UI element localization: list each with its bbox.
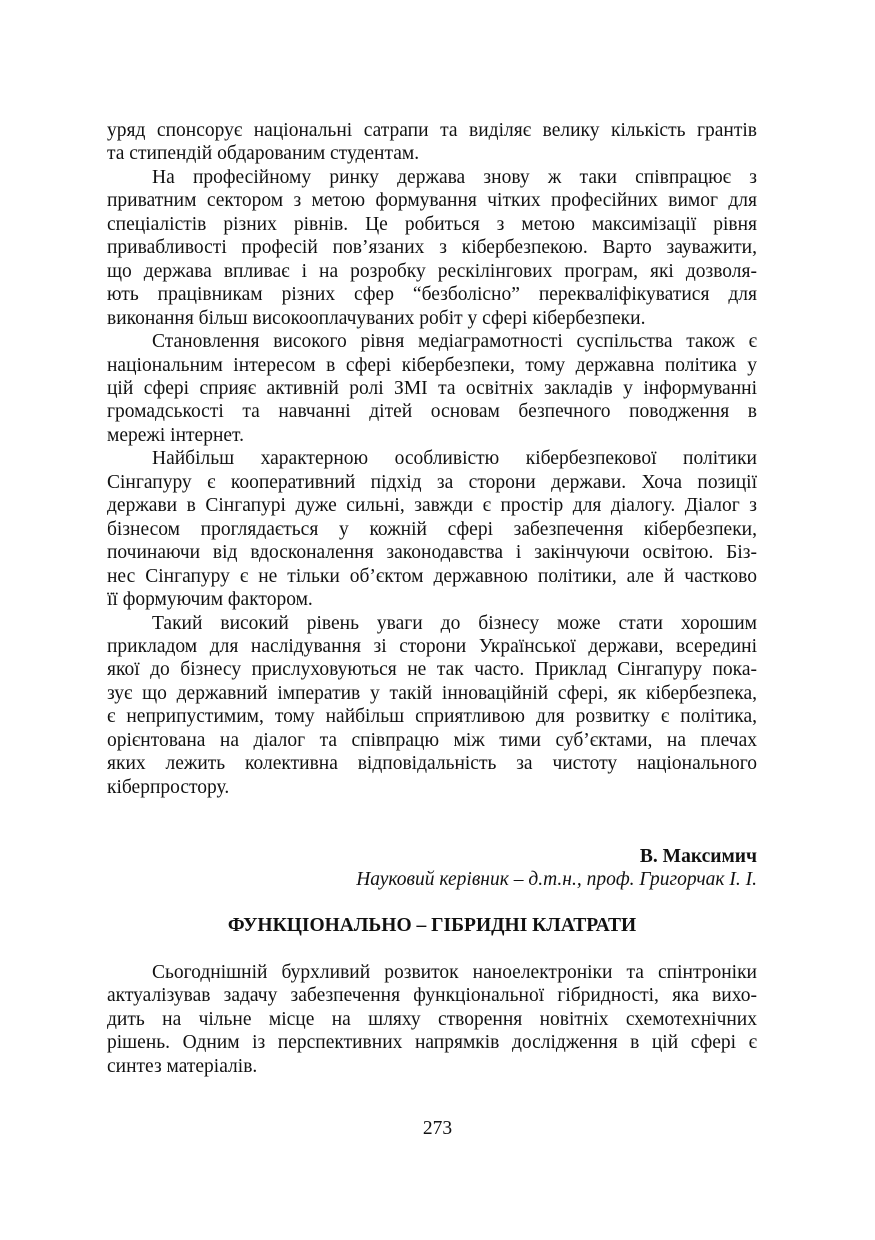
text-line: приватним сектором з метою формування чітких професійних вимог для: [107, 190, 757, 212]
text-line: рішень. Одним із перспективних напрямків дослідження в цій сфері є: [107, 1032, 757, 1054]
text-line: дить на чільне місце на шляху створення новітніх схемотехнічних: [107, 1008, 757, 1030]
text-line: спеціалістів різних рівнів. Це робиться з метою максимізації рівня: [107, 213, 757, 235]
text-line: національним інтересом в сфері кібербезпеки, тому державна політика у: [107, 354, 757, 376]
text-line: що держава впливає і на розробку рескілінгових програм, які дозволя-: [107, 260, 757, 282]
text-line: бізнесом проглядається у кожній сфері забезпечення кібербезпеки,: [107, 518, 757, 540]
author-name: В. Максимич: [639, 846, 757, 867]
paragraph: [107, 330, 757, 447]
text-line: На професійному ринку держава знову ж таки співпрацює з: [152, 166, 757, 188]
paragraph: [107, 119, 757, 166]
text-line: її формуючим фактором.: [107, 589, 313, 611]
text-line: уряд спонсорує національні сатрапи та виділяє велику кількість грантів: [107, 120, 757, 141]
text-line: громадськості та навчанні дітей основам безпечного поводження в: [107, 401, 757, 423]
text-line: Становлення високого рівня медіаграмотності суспільства також є: [152, 331, 757, 353]
text-line: прикладом для наслідування зі сторони Української держави, всередині: [107, 635, 757, 657]
text-line: кіберпростору.: [107, 776, 230, 798]
text-line: нес Сінгапуру є не тільки об’єктом державною політики, але й частково: [107, 565, 757, 587]
text-line: ють працівникам різних сфер “безболісно” перекваліфікуватися для: [107, 284, 757, 306]
text-line: яких лежить колективна відповідальність за чистоту національного: [107, 753, 757, 775]
paragraph: [107, 447, 757, 611]
paragraph: [107, 166, 757, 330]
section-heading: ФУНКЦІОНАЛЬНО – ГІБРИДНІ КЛАТРАТИ: [227, 915, 637, 936]
text-line: Такий високий рівень уваги до бізнесу може стати хорошим: [152, 612, 757, 634]
supervisor-line: Науковий керівник – д.т.н., проф. Григорчак І. І.: [356, 869, 757, 890]
body-text: [107, 119, 757, 799]
text-line: синтез матеріалів.: [107, 1055, 258, 1077]
text-line: мережі інтернет.: [107, 424, 244, 446]
text-line: цій сфері сприяє активній ролі ЗМІ та освітніх закладів у інформуванні: [107, 377, 757, 399]
text-line: актуалізував задачу забезпечення функціональної гібридності, яка вихо-: [107, 985, 757, 1007]
text-line: починаючи від вдосконалення законодавства і закінчуючи освітою. Біз-: [107, 542, 757, 564]
page-number: 273: [422, 1118, 453, 1139]
text-line: виконання більш високооплачуваних робіт у сфері кібербезпеки.: [107, 307, 646, 329]
text-line: Сьогоднішній бурхливий розвиток наноелектроніки та спінтроніки: [152, 962, 757, 983]
text-line: зує що державний імператив у такій інноваційній сфері, як кібербезпека,: [107, 682, 757, 704]
text-line: є неприпустимим, тому найбільш сприятливою для розвитку є політика,: [107, 706, 757, 728]
text-line: орієнтована на діалог та співпрацю між тими суб’єктами, на плечах: [107, 729, 757, 751]
text-line: привабливості професій пов’язаних з кібербезпекою. Варто зауважити,: [107, 237, 757, 259]
text-line: Найбільш характерною особливістю кібербезпекової політики: [152, 448, 757, 470]
text-line: та стипендій обдарованим студентам.: [107, 143, 420, 165]
text-line: якої до бізнесу прислуховуються не так часто. Приклад Сінгапуру пока-: [107, 659, 757, 681]
paragraph: [107, 612, 757, 800]
paragraph: [107, 961, 757, 1078]
intro-paragraph: [107, 961, 757, 1078]
text-line: держави в Сінгапурі дуже сильні, завжди є простір для діалогу. Діалог з: [107, 495, 757, 517]
text-line: Сінгапуру є кооперативний підхід за сторони держави. Хоча позиції: [107, 471, 757, 493]
